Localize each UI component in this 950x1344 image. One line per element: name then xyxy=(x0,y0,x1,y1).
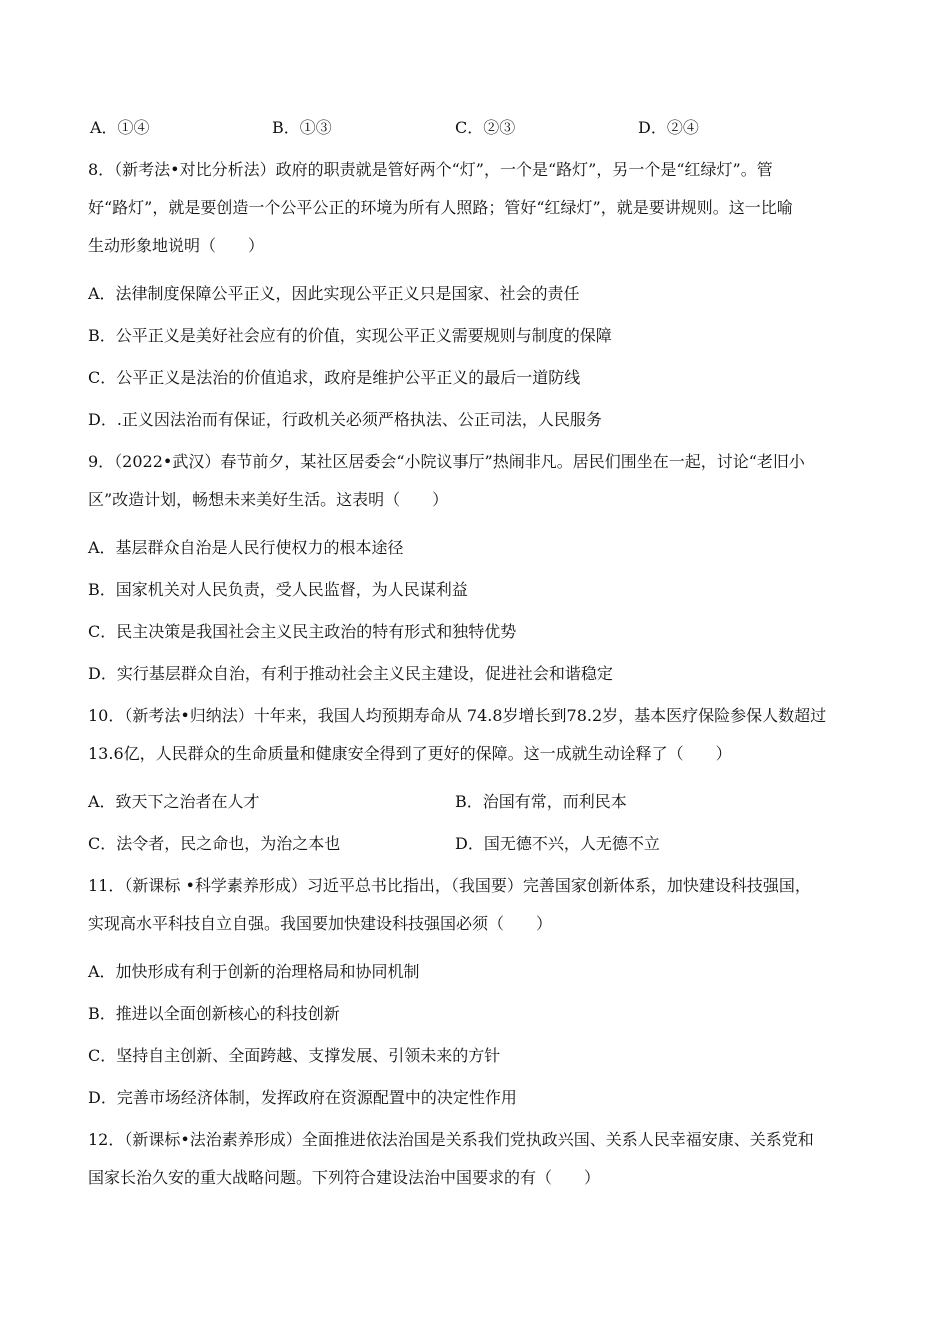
q9-option-d: D．实行基层群众自治，有利于推动社会主义民主建设，促进社会和谐稳定 xyxy=(88,664,613,683)
q7-option-d: D．②④ xyxy=(638,118,699,137)
q10-option-a: A．致天下之治者在人才 xyxy=(88,792,260,811)
q8-option-d: D．.正义因法治而有保证，行政机关必须严格执法、公正司法，人民服务 xyxy=(88,410,602,429)
q9-stem-line-2: 区”改造计划，畅想未来美好生活。这表明（ ） xyxy=(88,490,449,509)
q8-option-a: A．法律制度保障公平正义，因此实现公平正义只是国家、社会的责任 xyxy=(88,284,580,303)
q11-option-d: D．完善市场经济体制，发挥政府在资源配置中的决定性作用 xyxy=(88,1088,517,1107)
q11-option-c: C．坚持自主创新、全面跨越、支撑发展、引领未来的方针 xyxy=(88,1046,501,1065)
q9-option-a: A．基层群众自治是人民行使权力的根本途径 xyxy=(88,538,404,557)
q7-option-b: B．①③ xyxy=(272,118,332,137)
q10-stem-line-1: 10．（新考法•归纳法）十年来，我国人均预期寿命从 74.8岁增长到78.2岁，基本医疗保险参保人数超过 xyxy=(88,706,827,725)
q10-option-c: C．法令者，民之命也，为治之本也 xyxy=(88,834,341,853)
q7-option-c: C．②③ xyxy=(455,118,516,137)
q8-option-c: C．公平正义是法治的价值追求，政府是维护公平正义的最后一道防线 xyxy=(88,368,581,387)
q10-option-d: D．国无德不兴，人无德不立 xyxy=(455,834,660,853)
q11-stem-line-1: 11．（新课标 •科学素养形成）习近平总书比指出，（我国要）完善国家创新体系，加快建设科技强国， xyxy=(88,876,811,895)
q9-option-b: B．国家机关对人民负责，受人民监督，为人民谋利益 xyxy=(88,580,468,599)
q8-stem-line-2: 好“路灯”，就是要创造一个公平公正的环境为所有人照路；管好“红绿灯”，就是要讲规则。这一比喻 xyxy=(88,198,793,217)
q9-stem-line-1: 9．（2022•武汉）春节前夕，某社区居委会“小院议事厅”热闹非凡。居民们围坐在一起，讨论“老旧小 xyxy=(88,452,805,471)
q8-stem-line-3: 生动形象地说明（ ） xyxy=(88,236,265,255)
q7-option-a: A．①④ xyxy=(90,118,150,137)
q11-option-a: A．加快形成有利于创新的治理格局和协同机制 xyxy=(88,962,420,981)
q12-stem-line-2: 国家长治久安的重大战略问题。下列符合建设法治中国要求的有（ ） xyxy=(88,1168,601,1187)
q8-option-b: B．公平正义是美好社会应有的价值，实现公平正义需要规则与制度的保障 xyxy=(88,326,612,345)
q11-stem-line-2: 实现高水平科技自立自强。我国要加快建设科技强国必须（ ） xyxy=(88,914,553,933)
q8-stem-line-1: 8．（新考法•对比分析法）政府的职责就是管好两个“灯”，一个是“路灯”，另一个是“红绿灯”。管 xyxy=(88,160,773,179)
q9-option-c: C．民主决策是我国社会主义民主政治的特有形式和独特优势 xyxy=(88,622,517,641)
q10-option-b: B．治国有常，而利民本 xyxy=(455,792,627,811)
q10-stem-line-2: 13.6亿，人民群众的生命质量和健康安全得到了更好的保障。这一成就生动诠释了（ ） xyxy=(88,744,732,763)
q12-stem-line-1: 12．（新课标•法治素养形成）全面推进依法治国是关系我们党执政兴国、关系人民幸福安康、关系党和 xyxy=(88,1130,814,1149)
q11-option-b: B．推进以全面创新核心的科技创新 xyxy=(88,1004,340,1023)
